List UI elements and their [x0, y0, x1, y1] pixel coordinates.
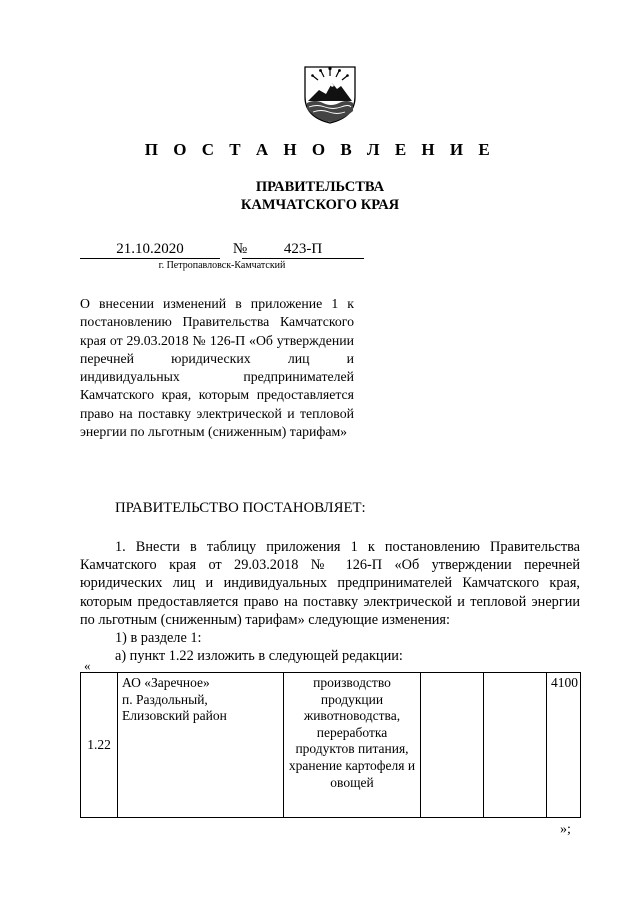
empty-cell-2: [484, 673, 547, 818]
body-paragraph-3: а) пункт 1.22 изложить в следующей редакции:: [115, 648, 403, 665]
activity-cell: производство продукции животноводства, переработка продуктов питания, хранение картофеля и овощей: [284, 673, 421, 818]
row-number-cell: 1.22: [81, 673, 118, 818]
body-paragraph-2: 1) в разделе 1:: [115, 630, 202, 647]
organization-district: Елизовский район: [122, 708, 227, 724]
quote-open-mark: «: [84, 658, 91, 673]
coat-of-arms-emblem: [299, 63, 361, 125]
organization-name: АО «Заречное»: [122, 675, 210, 690]
empty-cell-1: [421, 673, 484, 818]
document-date: 21.10.2020: [80, 240, 220, 259]
document-number: 423-П: [242, 240, 364, 259]
body-paragraph-1: 1. Внести в таблицу приложения 1 к постановлению Правительства Камчатского края от 29.03.2018 № 126-П «Об утверждении перечней юридических лиц и индивидуальных предпринимателей Камчатского края, которым предоставляется право на поставку электрической и тепловой энергии по льготным (сниженным) тарифам» следующие изменения:: [80, 539, 580, 628]
organization-settlement: п. Раздольный,: [122, 691, 208, 707]
authority-line-2: КАМЧАТСКОГО КРАЯ: [240, 197, 400, 213]
document-subject: О внесении изменений в приложение 1 к постановлению Правительства Камчатского края от 29.03.2018 № 126-П «Об утверждении перечней юридических лиц и индивидуальных предпринимателей Камчатского края, которым предоставляется право на поставку электрической и тепловой энергии по льготным (сниженным) тарифам»: [80, 296, 354, 440]
document-body: [80, 538, 580, 665]
document-city: г. Петропавловск-Камчатский: [158, 260, 286, 271]
quote-close-mark: »;: [560, 822, 571, 837]
value-cell: 4100: [547, 673, 581, 818]
amendment-table: [80, 672, 581, 818]
organization-cell: [118, 673, 284, 818]
table-row: [81, 673, 581, 818]
resolves-heading: ПРАВИТЕЛЬСТВО ПОСТАНОВЛЯЕТ:: [115, 500, 366, 516]
document-title: П О С Т А Н О В Л Е Н И Е: [144, 140, 496, 159]
number-sign: №: [232, 241, 248, 257]
issuing-authority: [0, 178, 640, 214]
authority-line-1: ПРАВИТЕЛЬСТВА: [255, 179, 385, 195]
